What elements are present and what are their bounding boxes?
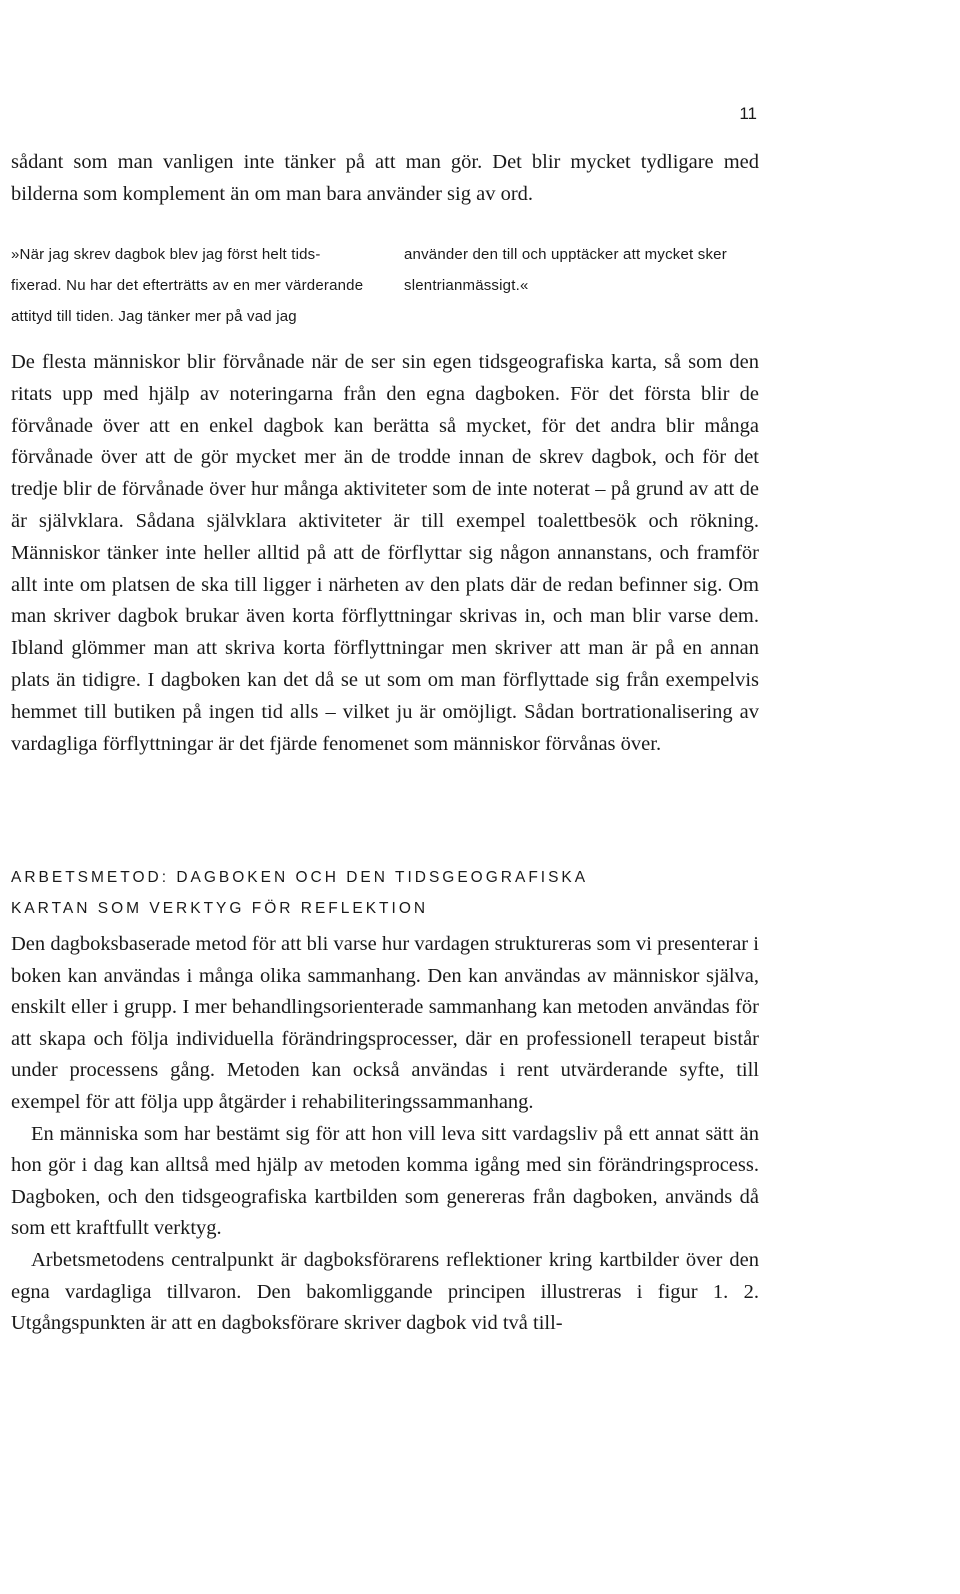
page-number: 11 [739, 104, 757, 123]
intro-paragraph: sådant som man vanligen inte tänker på att man gör. Det blir mycket tydligare med bilderna som komplement än om man bara använder sig av ord. [11, 151, 759, 205]
section-heading [11, 862, 759, 924]
section-heading-line-1: ARBETSMETOD: DAGBOKEN OCH DEN TIDSGEOGRAFISKA [11, 869, 589, 886]
section-paragraph-3: Arbetsmetodens centralpunkt är dagboksförarens reflektioner kring kartbilder över den egna vardagliga tillvaron. Den bakomliggande principen illustreras i figur 1. 2. Utgångspunkten är att en dagboksförare skriver dagbok vid två till- [11, 1248, 759, 1335]
section-paragraph-1: Den dagboksbaserade metod för att bli varse hur vardagen struktureras som vi presenterar i boken kan användas i många olika sammanhang. Den kan användas av människor själva, enskilt eller i grupp. I mer behandlingsorienterade sammanhang kan metoden användas för att skapa och följa individuella förändringsprocesser, där en professionell terapeut bistår under processens gång. Metoden kan också användas i rent utvärderande syfte, till exempel för att följa upp åtgärder i rehabiliteringssammanhang. [11, 933, 759, 1113]
section-heading-line-2: KARTAN SOM VERKTYG FÖR REFLEKTION [11, 900, 429, 917]
section-paragraph-2: En människa som har bestämt sig för att hon vill leva sitt vardagsliv på ett annat sätt än hon gör i dag kan alltså med hjälp av metoden komma igång med sin förändringsprocess. Dagboken, och den tidsgeografiska kartbilden som genereras från dagboken, används då som ett kraftfullt verktyg. [11, 1122, 759, 1240]
pull-quote-right-column: använder den till och upptäcker att mycket sker slentrianmässigt.« [404, 246, 727, 294]
section-body [11, 929, 759, 1340]
pull-quote [11, 239, 759, 332]
pull-quote-left-column: »När jag skrev dagbok blev jag först helt tidsfixerad. Nu har det efterträtts av en mer värderande attityd till tiden. Jag tänker mer på vad jag [11, 246, 364, 325]
body-paragraph: De flesta människor blir förvånade när de ser sin egen tidsgeografiska karta, så som den ritats upp med hjälp av noteringarna från den egna dagboken. För det första blir de förvånade över att en enkel dagbok kan berätta så mycket, för det andra blir många förvånade över att de gör mycket mer än de trodde innan de skrev dagbok, och för det tredje blir de förvånade över hur många aktiviteter som de inte noterat – på grund av att de är självklara. Sådana självklara aktiviteter är till exempel toalettbesök och rökning. Människor tänker inte heller alltid på att de förflyttar sig någon annanstans, och framför allt inte om platsen de ska till ligger i närheten av den plats där de redan befinner sig. Om man skriver dagbok brukar även korta förflyttningar skrivas in, och man blir varse dem. Ibland glömmer man att skriva korta förflyttningar men skriver att man är på en annan plats än tidigre. I dagboken kan det då se ut som om man förflyttade sig från exempelvis hemmet till butiken på ingen tid alls – vilket ju är omöjligt. Sådan bortrationalisering av vardagliga förflyttningar är det fjärde fenomenet som människor förvånas över. [11, 351, 759, 755]
